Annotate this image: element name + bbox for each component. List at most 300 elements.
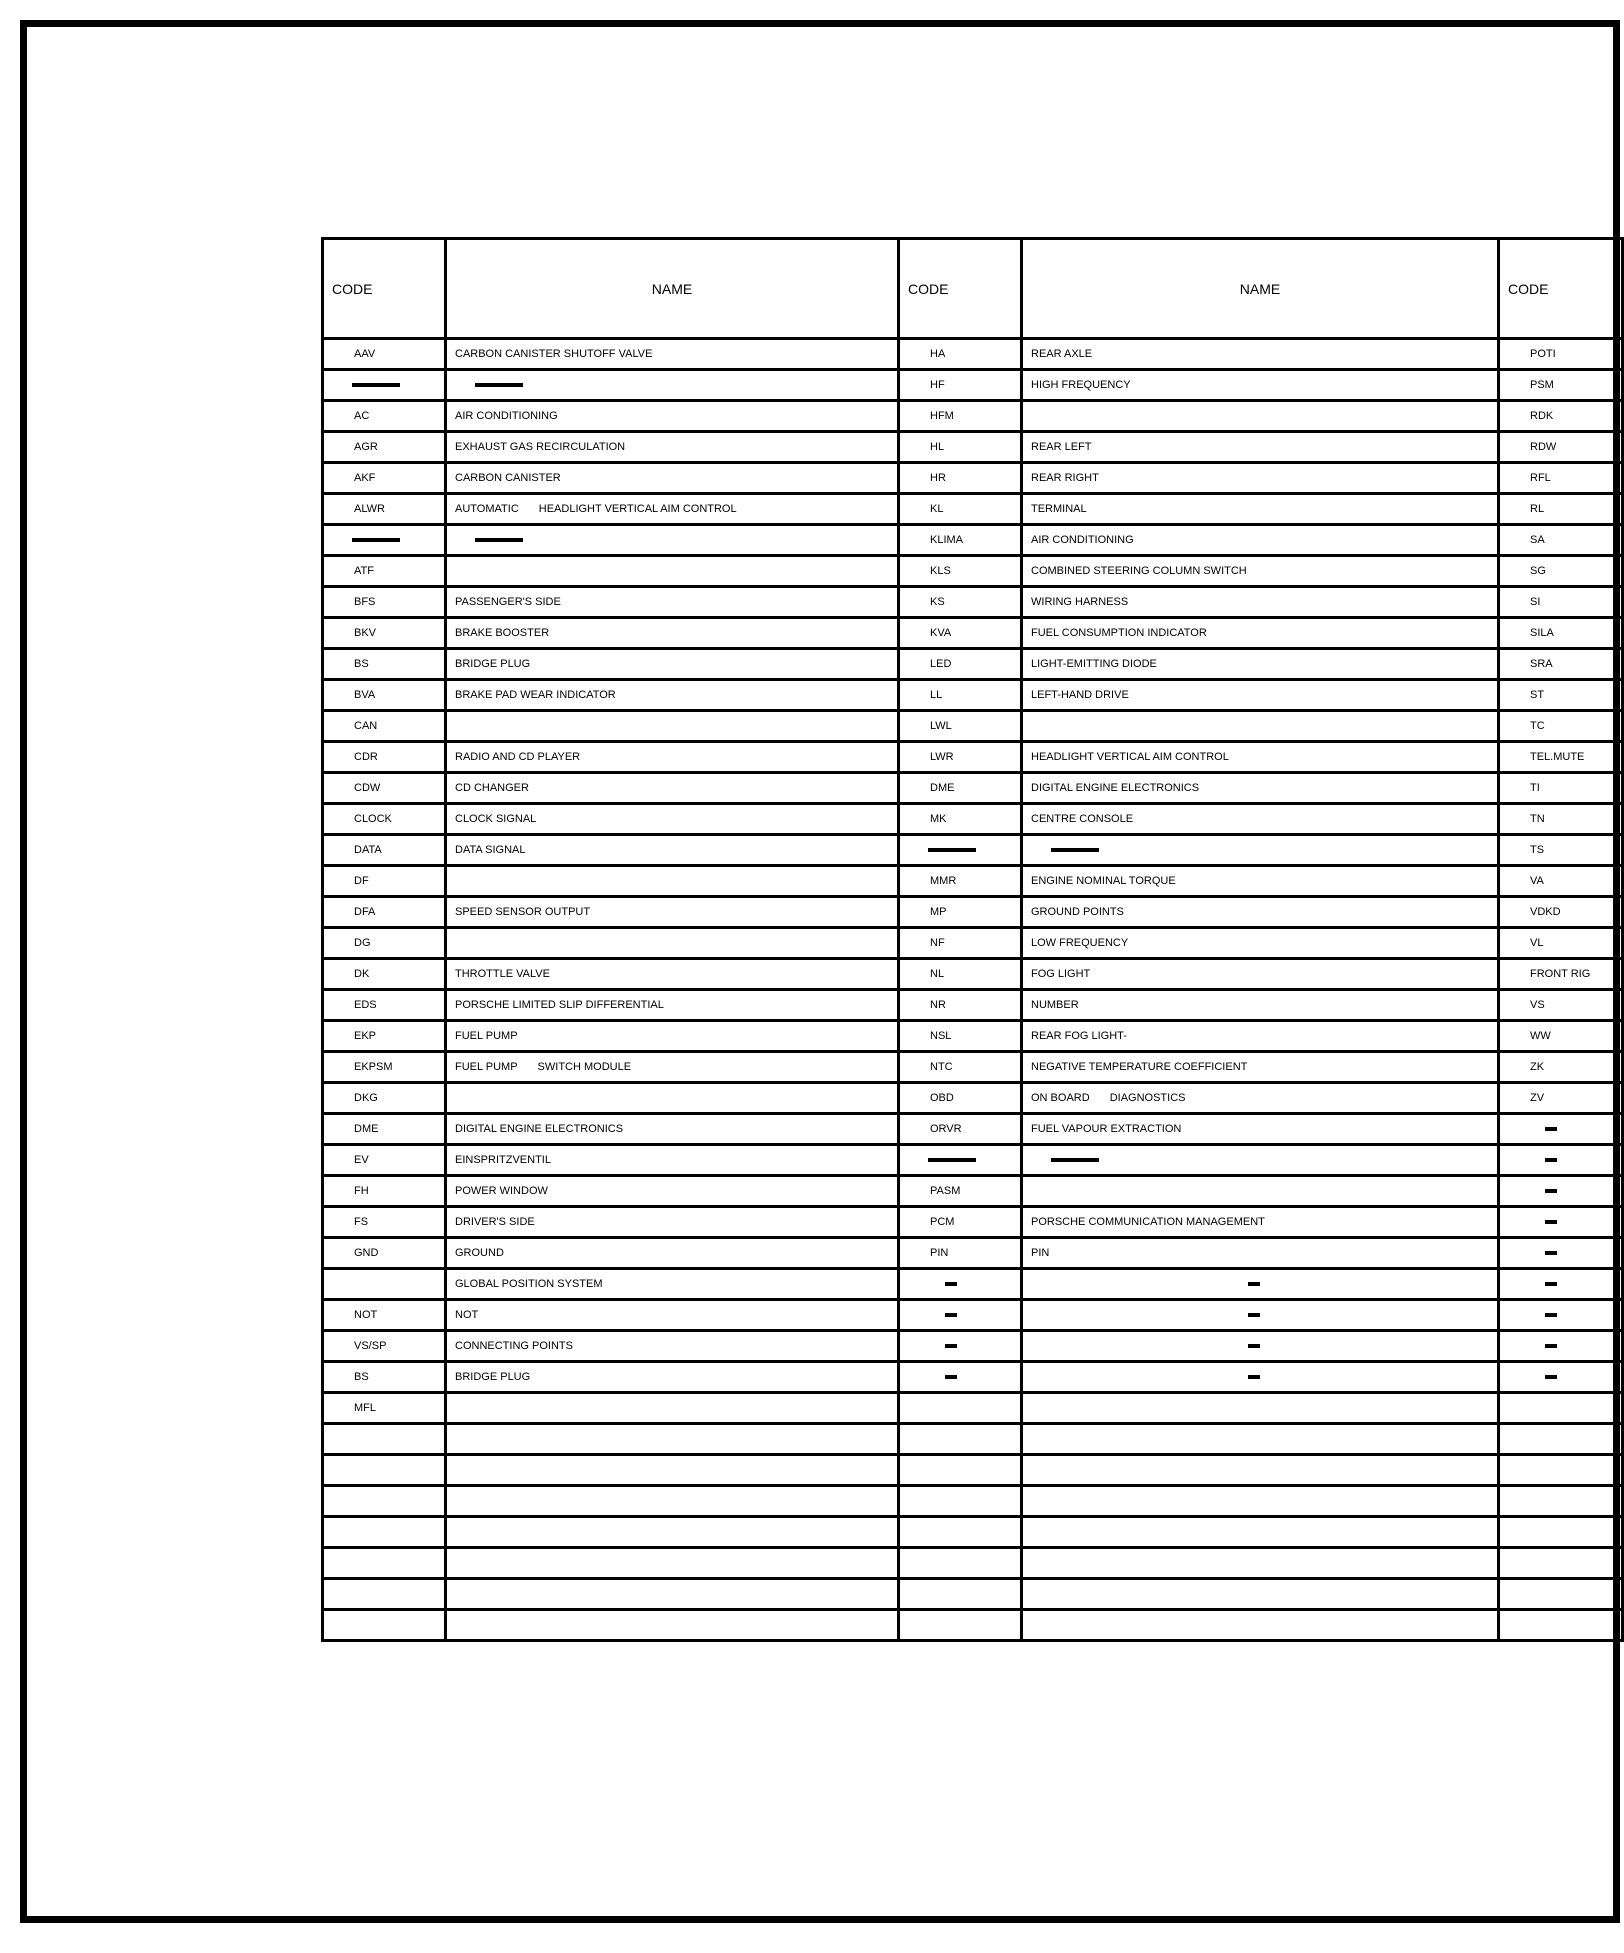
name-text: REAR RIGHT: [1031, 472, 1099, 484]
col2-name-cell: [1022, 494, 1499, 525]
col1-name-cell: [446, 1300, 899, 1331]
table-row: [323, 680, 1623, 711]
col2-name-cell: [1022, 1579, 1499, 1610]
col3-code-cell: [1499, 1517, 1623, 1548]
col2-name-cell: [1022, 804, 1499, 835]
col2-name-cell: [1022, 649, 1499, 680]
col2-name-cell: [1022, 370, 1499, 401]
col2-code-cell: [899, 1114, 1022, 1145]
table-row: [323, 990, 1623, 1021]
col1-name-cell: [446, 804, 899, 835]
col1-code-cell: [323, 1455, 446, 1486]
dash-mark: [945, 1313, 957, 1317]
dash-mark: [475, 538, 523, 542]
col1-code-cell: [323, 773, 446, 804]
table-row: [323, 928, 1623, 959]
col2-code-cell: [899, 1579, 1022, 1610]
col2-name-cell: [1022, 1486, 1499, 1517]
table-row: [323, 866, 1623, 897]
col1-name-cell: [446, 897, 899, 928]
table-row: [323, 1083, 1623, 1114]
table-row: [323, 742, 1623, 773]
col3-code-cell: [1499, 1424, 1623, 1455]
code-text: ZK: [1530, 1061, 1545, 1073]
table-row: [323, 525, 1623, 556]
table-row: [323, 1579, 1623, 1610]
col2-code-cell: [899, 1331, 1022, 1362]
code-text: HF: [930, 379, 945, 391]
col1-name-cell: [446, 432, 899, 463]
code-text: BS: [354, 1371, 369, 1383]
dash-mark: [352, 538, 400, 542]
col1-name-cell: [446, 1393, 899, 1424]
col2-name-cell: [1022, 835, 1499, 866]
col3-code-cell: [1499, 835, 1623, 866]
dash-mark: [1248, 1344, 1260, 1348]
col2-name-cell: [1022, 990, 1499, 1021]
col1-code-cell: [323, 1548, 446, 1579]
col1-name-cell: [446, 742, 899, 773]
code-text: TS: [1530, 844, 1545, 856]
table-row: [323, 1424, 1623, 1455]
name-text: CARBON CANISTER: [455, 472, 561, 484]
code-text: DKG: [354, 1092, 378, 1104]
name-text: BRIDGE PLUG: [455, 658, 531, 670]
dash-mark: [1051, 1158, 1099, 1162]
code-text: HFM: [930, 410, 954, 422]
table-row: [323, 1486, 1623, 1517]
col3-code-cell: [1499, 1579, 1623, 1610]
col2-code-cell: [899, 773, 1022, 804]
col1-code-cell: [323, 1238, 446, 1269]
col1-code-cell: [323, 1021, 446, 1052]
col1-code-cell: [323, 959, 446, 990]
name-text: AUTOMATIC: [455, 503, 519, 515]
col1-name-cell: [446, 1362, 899, 1393]
dash-mark: [1545, 1127, 1557, 1131]
table-row: [323, 1331, 1623, 1362]
code-text: SA: [1530, 534, 1545, 546]
code-text: BS: [354, 658, 369, 670]
name-text: BRIDGE PLUG: [455, 1371, 531, 1383]
col3-code-cell: [1499, 1114, 1623, 1145]
col2-name-cell: [1022, 1114, 1499, 1145]
name-text: LEFT-HAND DRIVE: [1031, 689, 1129, 701]
name-text: EXHAUST GAS RECIRCULATION: [455, 441, 626, 453]
col3-code-cell: [1499, 711, 1623, 742]
col2-code-cell: [899, 618, 1022, 649]
col2-name-cell: [1022, 742, 1499, 773]
code-text: EKPSM: [354, 1061, 393, 1073]
col2-name-cell: [1022, 1455, 1499, 1486]
table-row: [323, 618, 1623, 649]
col1-name-cell: [446, 370, 899, 401]
code-text: EDS: [354, 999, 377, 1011]
col2-code-cell: [899, 587, 1022, 618]
name-text: PORSCHE COMMUNICATION MANAGEMENT: [1031, 1216, 1265, 1228]
col2-name-cell: [1022, 432, 1499, 463]
name-text: CONNECTING POINTS: [455, 1340, 573, 1352]
dash-mark: [1545, 1375, 1557, 1379]
name-text: HEADLIGHT VERTICAL AIM CONTROL: [1031, 751, 1229, 763]
col1-name-cell: [446, 928, 899, 959]
name-text: DIGITAL ENGINE ELECTRONICS: [1031, 782, 1200, 794]
code-text: EKP: [354, 1030, 377, 1042]
col2-name-cell: [1022, 1083, 1499, 1114]
col1-name-cell: [446, 339, 899, 370]
dash-mark: [1248, 1282, 1260, 1286]
code-text: NL: [930, 968, 945, 980]
col2-code-cell: [899, 1455, 1022, 1486]
col2-code-cell: [899, 835, 1022, 866]
dash-mark: [352, 383, 400, 387]
name-text-continued: DIAGNOSTICS: [1109, 1092, 1186, 1104]
code-text: MMR: [930, 875, 957, 887]
name-text: ON BOARD: [1031, 1092, 1090, 1104]
name-text: COMBINED STEERING COLUMN SWITCH: [1031, 565, 1247, 577]
col2-name-cell: [1022, 1517, 1499, 1548]
name-text: PASSENGER'S SIDE: [455, 596, 561, 608]
col2-code-cell: [899, 494, 1022, 525]
col2-name-cell: [1022, 1238, 1499, 1269]
col3-code-cell: [1499, 897, 1623, 928]
code-text: RDK: [1530, 410, 1554, 422]
code-text: NSL: [930, 1030, 952, 1042]
col3-code-cell: [1499, 1331, 1623, 1362]
header-code-2: CODE: [899, 239, 1022, 339]
col1-name-cell: [446, 463, 899, 494]
table-row: [323, 556, 1623, 587]
code-text: ZV: [1530, 1092, 1545, 1104]
header-name-2: NAME: [1022, 239, 1499, 339]
table-row: [323, 1176, 1623, 1207]
code-text: NOT: [354, 1309, 378, 1321]
code-text: SILA: [1530, 627, 1554, 639]
col1-name-cell: [446, 649, 899, 680]
col2-code-cell: [899, 1145, 1022, 1176]
name-text: WIRING HARNESS: [1031, 596, 1129, 608]
code-text: AC: [354, 410, 370, 422]
col1-code-cell: [323, 897, 446, 928]
col2-code-cell: [899, 1424, 1022, 1455]
table-row: [323, 959, 1623, 990]
col1-code-cell: [323, 1424, 446, 1455]
col2-code-cell: [899, 1486, 1022, 1517]
code-text: TN: [1530, 813, 1545, 825]
col1-name-cell: [446, 1083, 899, 1114]
col2-name-cell: [1022, 1610, 1499, 1641]
col2-name-cell: [1022, 525, 1499, 556]
code-text: RDW: [1530, 441, 1557, 453]
col2-code-cell: [899, 680, 1022, 711]
header-code-1: CODE: [323, 239, 446, 339]
col3-code-cell: [1499, 773, 1623, 804]
code-text: VS/SP: [354, 1340, 387, 1352]
dash-mark: [475, 383, 523, 387]
code-text: MFL: [354, 1402, 376, 1414]
code-text: KVA: [930, 627, 952, 639]
name-text: NEGATIVE TEMPERATURE COEFFICIENT: [1031, 1061, 1248, 1073]
table-row: [323, 1517, 1623, 1548]
col2-code-cell: [899, 1052, 1022, 1083]
col2-code-cell: [899, 370, 1022, 401]
col2-code-cell: [899, 1517, 1022, 1548]
code-text: OBD: [930, 1092, 954, 1104]
name-text: GLOBAL POSITION SYSTEM: [455, 1278, 603, 1290]
table-row: [323, 1300, 1623, 1331]
col2-name-cell: [1022, 401, 1499, 432]
col2-code-cell: [899, 1083, 1022, 1114]
col3-code-cell: [1499, 463, 1623, 494]
col1-name-cell: [446, 1021, 899, 1052]
col2-code-cell: [899, 866, 1022, 897]
name-text: FUEL VAPOUR EXTRACTION: [1031, 1123, 1182, 1135]
code-text: TI: [1530, 782, 1540, 794]
col1-name-cell: [446, 866, 899, 897]
table-row: [323, 339, 1623, 370]
col3-code-cell: [1499, 990, 1623, 1021]
code-text: ORVR: [930, 1123, 962, 1135]
code-text: SG: [1530, 565, 1546, 577]
col3-code-cell: [1499, 339, 1623, 370]
col3-code-cell: [1499, 494, 1623, 525]
name-text: THROTTLE VALVE: [455, 968, 550, 980]
col2-code-cell: [899, 928, 1022, 959]
col2-code-cell: [899, 525, 1022, 556]
name-text: CENTRE CONSOLE: [1031, 813, 1134, 825]
code-text: DFA: [354, 906, 376, 918]
col1-code-cell: [323, 1579, 446, 1610]
code-text: AKF: [354, 472, 376, 484]
col1-code-cell: [323, 1207, 446, 1238]
col2-name-cell: [1022, 773, 1499, 804]
col1-code-cell: [323, 587, 446, 618]
code-text: DK: [354, 968, 370, 980]
col2-name-cell: [1022, 866, 1499, 897]
name-text: LOW FREQUENCY: [1031, 937, 1129, 949]
code-text: NF: [930, 937, 945, 949]
col1-code-cell: [323, 1486, 446, 1517]
dash-mark: [928, 1158, 976, 1162]
col3-code-cell: [1499, 1207, 1623, 1238]
col3-code-cell: [1499, 1021, 1623, 1052]
col3-code-cell: [1499, 1176, 1623, 1207]
col1-name-cell: [446, 618, 899, 649]
col1-code-cell: [323, 401, 446, 432]
name-text: AIR CONDITIONING: [1031, 534, 1134, 546]
col1-name-cell: [446, 1517, 899, 1548]
table-row: [323, 1052, 1623, 1083]
table-row: [323, 773, 1623, 804]
code-text: AAV: [354, 348, 376, 360]
name-text: PIN: [1031, 1247, 1050, 1259]
col2-name-cell: [1022, 1145, 1499, 1176]
dash-mark: [1248, 1375, 1260, 1379]
dash-mark: [945, 1282, 957, 1286]
code-text: CDW: [354, 782, 381, 794]
code-text: LWL: [930, 720, 952, 732]
col2-name-cell: [1022, 1393, 1499, 1424]
name-text: PORSCHE LIMITED SLIP DIFFERENTIAL: [455, 999, 664, 1011]
name-text: SPEED SENSOR OUTPUT: [455, 906, 591, 918]
dash-mark: [1545, 1251, 1557, 1255]
col1-name-cell: [446, 1207, 899, 1238]
name-text: FUEL CONSUMPTION INDICATOR: [1031, 627, 1207, 639]
col2-code-cell: [899, 556, 1022, 587]
col1-name-cell: [446, 1579, 899, 1610]
col1-code-cell: [323, 1331, 446, 1362]
col1-name-cell: [446, 1114, 899, 1145]
name-text: DIGITAL ENGINE ELECTRONICS: [455, 1123, 624, 1135]
col1-name-cell: [446, 494, 899, 525]
col2-code-cell: [899, 1176, 1022, 1207]
table-row: [323, 1455, 1623, 1486]
dash-mark: [1545, 1220, 1557, 1224]
col2-code-cell: [899, 463, 1022, 494]
code-text: LL: [930, 689, 943, 701]
dash-mark: [1545, 1189, 1557, 1193]
col2-name-cell: [1022, 1331, 1499, 1362]
col2-name-cell: [1022, 1021, 1499, 1052]
table-row: [323, 1145, 1623, 1176]
col3-code-cell: [1499, 928, 1623, 959]
col3-code-cell: [1499, 1362, 1623, 1393]
code-text: NTC: [930, 1061, 953, 1073]
code-text: PCM: [930, 1216, 955, 1228]
col2-name-cell: [1022, 556, 1499, 587]
col2-code-cell: [899, 432, 1022, 463]
col2-name-cell: [1022, 1424, 1499, 1455]
col1-code-cell: [323, 990, 446, 1021]
dash-mark: [1051, 848, 1099, 852]
col1-code-cell: [323, 618, 446, 649]
table-row: [323, 401, 1623, 432]
code-text: DME: [930, 782, 955, 794]
code-text: PASM: [930, 1185, 961, 1197]
name-text: POWER WINDOW: [455, 1185, 548, 1197]
col1-code-cell: [323, 649, 446, 680]
code-text: VDKD: [1530, 906, 1561, 918]
col1-name-cell: [446, 1052, 899, 1083]
col3-code-cell: [1499, 1145, 1623, 1176]
col1-code-cell: [323, 1052, 446, 1083]
col2-code-cell: [899, 1300, 1022, 1331]
col1-code-cell: [323, 1393, 446, 1424]
col2-code-cell: [899, 959, 1022, 990]
col1-code-cell: [323, 1610, 446, 1641]
col1-code-cell: [323, 742, 446, 773]
code-text: TC: [1530, 720, 1545, 732]
col3-code-cell: [1499, 1455, 1623, 1486]
code-text: MK: [930, 813, 947, 825]
code-text: RFL: [1530, 472, 1551, 484]
col3-code-cell: [1499, 1052, 1623, 1083]
col1-name-cell: [446, 1424, 899, 1455]
code-text: CDR: [354, 751, 378, 763]
col2-name-cell: [1022, 1300, 1499, 1331]
table-row: [323, 1610, 1623, 1641]
code-text: ATF: [354, 565, 374, 577]
col1-name-cell: [446, 773, 899, 804]
col1-name-cell: [446, 959, 899, 990]
col2-name-cell: [1022, 928, 1499, 959]
col3-code-cell: [1499, 959, 1623, 990]
table-row: [323, 897, 1623, 928]
col3-code-cell: [1499, 866, 1623, 897]
col3-code-cell: [1499, 432, 1623, 463]
col1-code-cell: [323, 1114, 446, 1145]
col1-name-cell: [446, 711, 899, 742]
code-text: BKV: [354, 627, 377, 639]
col1-name-cell: [446, 1176, 899, 1207]
col1-code-cell: [323, 1176, 446, 1207]
col3-code-cell: [1499, 556, 1623, 587]
col3-code-cell: [1499, 587, 1623, 618]
table-row: [323, 463, 1623, 494]
col3-code-cell: [1499, 1486, 1623, 1517]
col1-name-cell: [446, 1486, 899, 1517]
name-text: DRIVER'S SIDE: [455, 1216, 535, 1228]
col2-name-cell: [1022, 897, 1499, 928]
col2-code-cell: [899, 897, 1022, 928]
col1-name-cell: [446, 1238, 899, 1269]
col1-name-cell: [446, 556, 899, 587]
col2-name-cell: [1022, 1548, 1499, 1579]
dash-mark: [1545, 1282, 1557, 1286]
table-row: [323, 432, 1623, 463]
col2-name-cell: [1022, 618, 1499, 649]
col2-name-cell: [1022, 463, 1499, 494]
code-text: ST: [1530, 689, 1545, 701]
name-text: NOT: [455, 1309, 479, 1321]
col1-name-cell: [446, 525, 899, 556]
name-text: GROUND: [455, 1247, 504, 1259]
code-text: CAN: [354, 720, 378, 732]
col2-code-cell: [899, 742, 1022, 773]
col1-name-cell: [446, 990, 899, 1021]
code-text: LWR: [930, 751, 954, 763]
table-row: [323, 1021, 1623, 1052]
dash-mark: [1545, 1313, 1557, 1317]
table-row: [323, 804, 1623, 835]
name-text: REAR LEFT: [1031, 441, 1092, 453]
col1-name-cell: [446, 1548, 899, 1579]
col2-code-cell: [899, 401, 1022, 432]
col1-code-cell: [323, 1517, 446, 1548]
col1-code-cell: [323, 1083, 446, 1114]
col3-code-cell: [1499, 1300, 1623, 1331]
col3-code-cell: [1499, 742, 1623, 773]
name-text: BRAKE BOOSTER: [455, 627, 550, 639]
code-text: BVA: [354, 689, 376, 701]
col1-code-cell: [323, 866, 446, 897]
code-text: KL: [930, 503, 944, 515]
col3-code-cell: [1499, 1610, 1623, 1641]
abbreviation-table: [321, 237, 1624, 1642]
col1-name-cell: [446, 1331, 899, 1362]
col1-name-cell: [446, 1145, 899, 1176]
col3-code-cell: [1499, 804, 1623, 835]
table-row: [323, 1207, 1623, 1238]
col1-code-cell: [323, 928, 446, 959]
col1-name-cell: [446, 835, 899, 866]
name-text-continued: SWITCH MODULE: [537, 1061, 632, 1073]
header-name-1: NAME: [446, 239, 899, 339]
col3-code-cell: [1499, 1238, 1623, 1269]
code-text: ALWR: [354, 503, 385, 515]
name-text: TERMINAL: [1031, 503, 1087, 515]
code-text: MP: [930, 906, 947, 918]
